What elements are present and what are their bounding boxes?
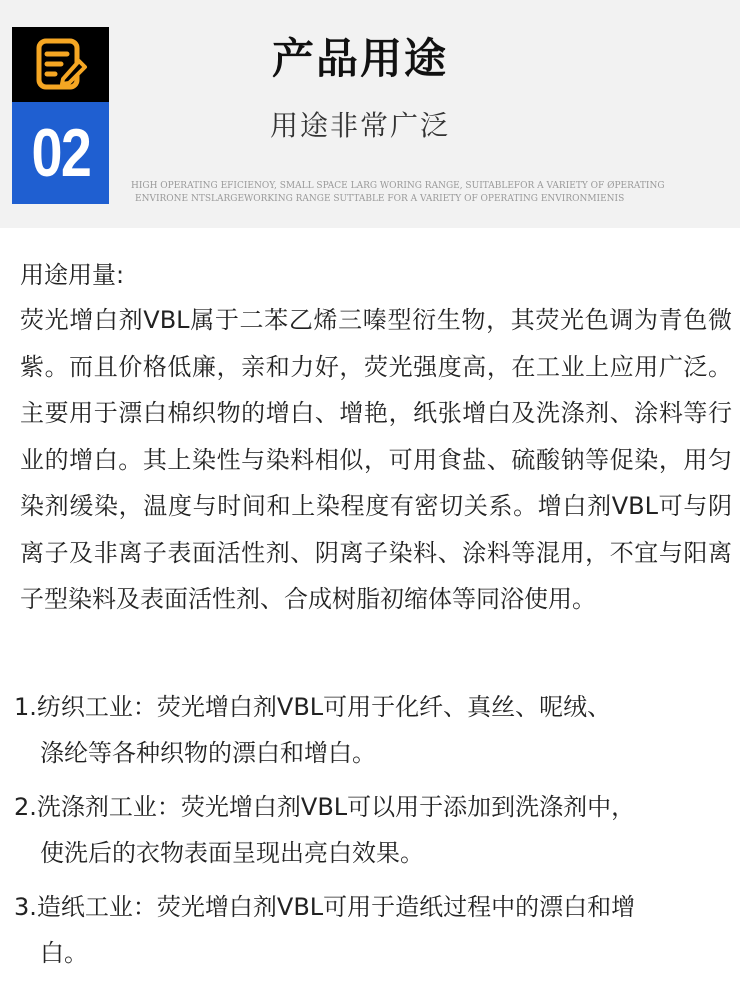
list-item-line1: 2.洗涤剂工业：荧光增白剂VBL可以用于添加到洗涤剂中， <box>14 793 636 821</box>
list-item-line1: 3.造纸工业：荧光增白剂VBL可用于造纸过程中的漂白和增 <box>14 893 636 921</box>
list-item-line1: 1.纺织工业：荧光增白剂VBL可用于化纤、真丝、呢绒、 <box>14 693 612 721</box>
usage-paragraph: 荧光增白剂VBL属于二苯乙烯三嗪型衍生物，其荧光色调为青色微紫。而且价格低廉，亲和力好，荧光强度高，在工业上应用广泛。主要用于漂白棉织物的增白、增艳，纸张增白及洗涤剂、涂料等行业的增白。其上染性与染料相似，可用食盐、硫酸钠等促染，用匀染剂缓染，温度与时间和上染程度有密切关系。增白剂VBL可与阴离子及非离子表面活性剂、阴离子染料、涂料等混用，不宜与阳离子型染料及表面活性剂、合成树脂初缩体等同浴使用。 <box>20 306 732 613</box>
icon-block <box>12 27 109 102</box>
list-item <box>14 884 736 976</box>
usage-label: 用途用量: <box>20 261 125 289</box>
page-title: 产品用途 <box>271 34 448 83</box>
section-number: 02 <box>31 115 90 191</box>
edit-note-icon <box>33 37 89 93</box>
uses-list <box>14 684 736 984</box>
list-item-line2: 白。 <box>40 939 88 967</box>
english-tagline-line1: HIGH OPERATING EFICIENOY, SMALL SPACE LARG WORING RANGE, SUITABLEFOR A VARIETY OF ØPERATING <box>131 181 665 191</box>
list-item <box>14 784 736 876</box>
usage-section <box>20 253 732 623</box>
list-item-line2: 使洗后的衣物表面呈现出亮白效果。 <box>40 839 424 867</box>
list-item <box>14 684 736 776</box>
english-tagline-line2: ENVIRONE NTSLARGEWORKING RANGE SUTTABLE FOR A VARIETY OF OPERATING ENVIRONMIENIS <box>135 194 625 204</box>
section-number-block <box>12 102 109 204</box>
english-tagline <box>131 180 691 206</box>
section-header <box>0 0 740 228</box>
page-subtitle: 用途非常广泛 <box>269 109 450 142</box>
list-item-line2: 涤纶等各种织物的漂白和增白。 <box>40 739 376 767</box>
